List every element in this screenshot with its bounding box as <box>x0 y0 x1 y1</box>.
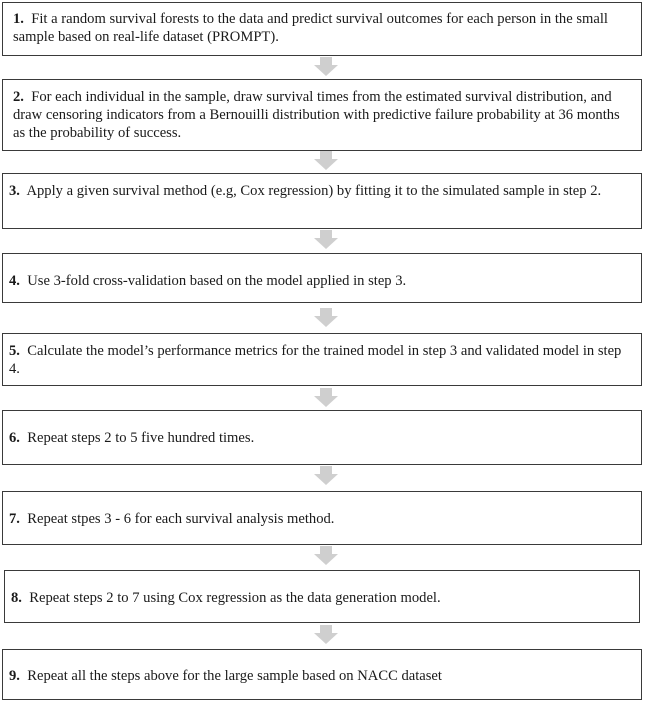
step-number-8: 8. <box>11 590 26 606</box>
step-text-1: Fit a random survival forests to the data and predict survival outcomes for each person in the small sample based on real-life dataset (PROMPT). <box>13 11 608 45</box>
down-arrow-icon <box>314 57 338 76</box>
down-arrow-icon <box>314 151 338 170</box>
step-number-1: 1. <box>13 11 28 27</box>
down-arrow-icon <box>314 308 338 327</box>
step-number-3: 3. <box>9 183 24 199</box>
step-text-5: Calculate the model’s performance metrics for the trained model in step 3 and validated model in step 4. <box>9 343 622 377</box>
step-text-6: Repeat steps 2 to 5 five hundred times. <box>27 430 255 446</box>
step-box-2 <box>2 79 642 151</box>
step-text-7: Repeat stpes 3 - 6 for each survival analysis method. <box>27 511 335 527</box>
step-box-3 <box>2 173 642 229</box>
step-number-6: 6. <box>9 430 24 446</box>
step-text-3: Apply a given survival method (e.g, Cox regression) by fitting it to the simulated sample in step 2. <box>26 183 602 199</box>
step-box-9 <box>2 649 642 700</box>
step-box-1 <box>2 2 642 56</box>
step-box-6 <box>2 410 642 465</box>
step-text-4: Use 3-fold cross-validation based on the model applied in step 3. <box>27 273 407 289</box>
step-box-4 <box>2 253 642 303</box>
step-text-2: For each individual in the sample, draw survival times from the estimated survival distribution, and draw censoring indicators from a Bernouilli distribution with predictive failure probability at 36 months as the probability of success. <box>13 89 620 141</box>
down-arrow-icon <box>314 388 338 407</box>
step-box-5 <box>2 333 642 386</box>
step-number-7: 7. <box>9 511 24 527</box>
step-number-4: 4. <box>9 273 24 289</box>
step-box-7 <box>2 491 642 545</box>
down-arrow-icon <box>314 546 338 565</box>
step-text-8: Repeat steps 2 to 7 using Cox regression as the data generation model. <box>29 590 441 606</box>
down-arrow-icon <box>314 230 338 249</box>
step-box-8 <box>4 570 640 623</box>
step-number-5: 5. <box>9 343 24 359</box>
step-text-9: Repeat all the steps above for the large sample based on NACC dataset <box>27 668 442 684</box>
down-arrow-icon <box>314 466 338 485</box>
step-number-9: 9. <box>9 668 24 684</box>
down-arrow-icon <box>314 625 338 644</box>
step-number-2: 2. <box>13 89 28 105</box>
